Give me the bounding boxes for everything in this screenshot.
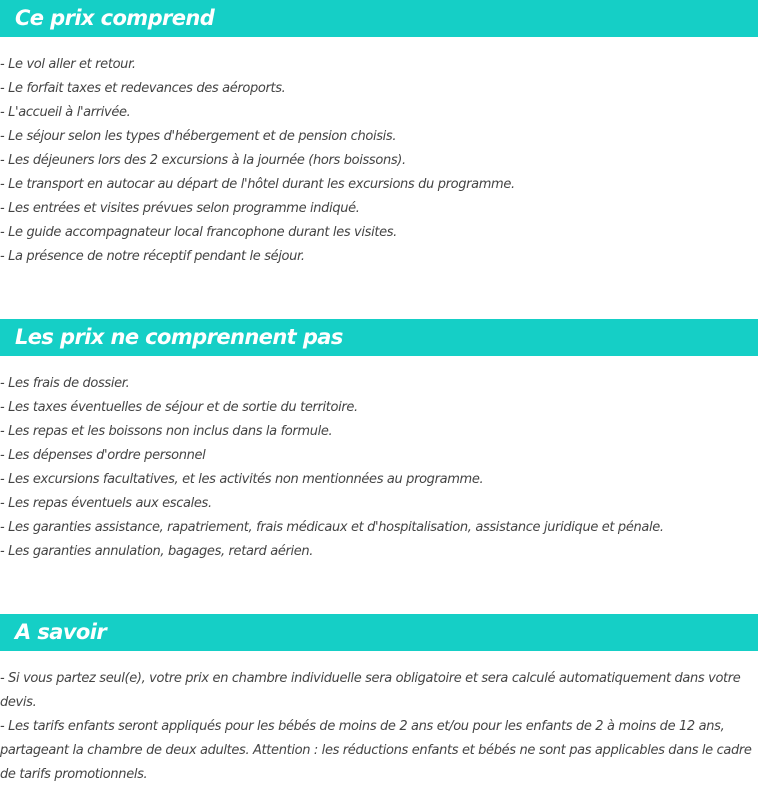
section-title-good-to-know: A savoir <box>15 620 107 644</box>
good-to-know-list <box>0 667 756 787</box>
list-item: - Les taxes éventuelles de séjour et de sortie du territoire. <box>0 400 358 415</box>
list-item: - Les tarifs enfants seront appliqués pour les bébés de moins de 2 ans et/ou pour les enfants de 2 à moins de 12 ans, partageant la chambre de deux adultes. Attention : les réductions enfants et bébés ne sont pas applicables dans le cadre de tarifs promotionnels. <box>0 719 752 782</box>
list-item: - Les excursions facultatives, et les activités non mentionnées au programme. <box>0 472 484 487</box>
section-title-not-included: Les prix ne comprennent pas <box>15 325 343 349</box>
list-item: - Le vol aller et retour. <box>0 57 136 72</box>
list-item: - Les dépenses d'ordre personnel <box>0 448 206 463</box>
included-list <box>0 53 756 269</box>
section-header-good-to-know <box>0 614 758 651</box>
list-item: - Le forfait taxes et redevances des aéroports. <box>0 81 286 96</box>
list-item: - Les déjeuners lors des 2 excursions à la journée (hors boissons). <box>0 153 406 168</box>
list-item: - Les repas éventuels aux escales. <box>0 496 212 511</box>
list-item: - Le transport en autocar au départ de l'hôtel durant les excursions du programme. <box>0 177 515 192</box>
list-item: - Les frais de dossier. <box>0 376 130 391</box>
list-item: - Les entrées et visites prévues selon programme indiqué. <box>0 201 360 216</box>
not-included-list <box>0 372 756 564</box>
section-header-not-included <box>0 319 758 356</box>
list-item: - Si vous partez seul(e), votre prix en chambre individuelle sera obligatoire et sera calculé automatiquement dans votre devis. <box>0 671 741 710</box>
list-item: - L'accueil à l'arrivée. <box>0 105 131 120</box>
list-item: - Le séjour selon les types d'hébergement et de pension choisis. <box>0 129 397 144</box>
list-item: - Le guide accompagnateur local francophone durant les visites. <box>0 225 397 240</box>
list-item: - Les garanties annulation, bagages, retard aérien. <box>0 544 314 559</box>
list-item: - Les garanties assistance, rapatriement, frais médicaux et d'hospitalisation, assistance juridique et pénale. <box>0 520 664 535</box>
list-item: - Les repas et les boissons non inclus dans la formule. <box>0 424 333 439</box>
section-title-included: Ce prix comprend <box>15 6 215 30</box>
section-header-included <box>0 0 758 37</box>
list-item: - La présence de notre réceptif pendant le séjour. <box>0 249 305 264</box>
